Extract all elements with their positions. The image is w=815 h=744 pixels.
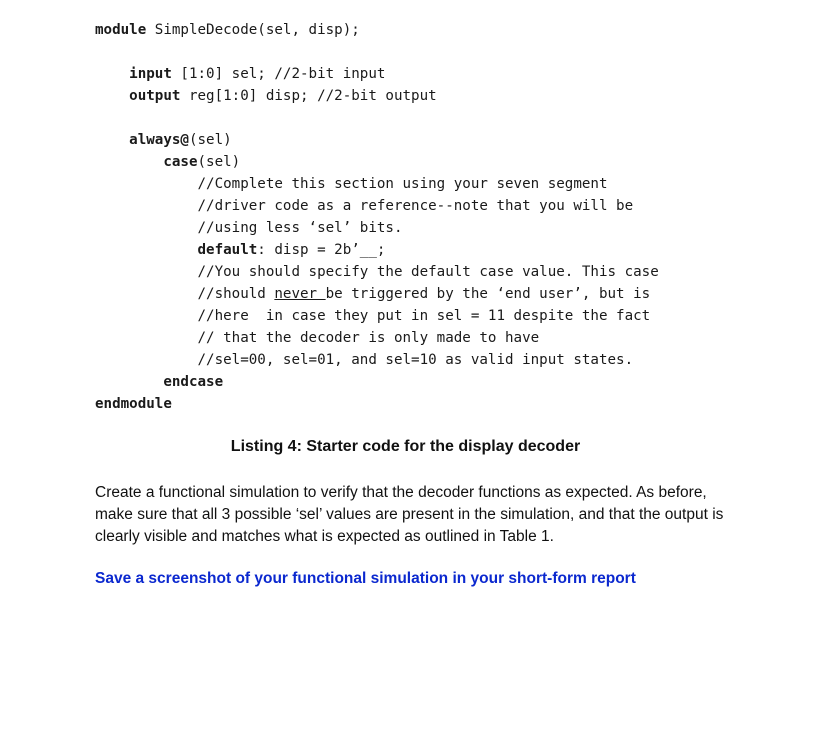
- code-text: : disp = 2b’__;: [257, 242, 386, 258]
- code-text: (sel): [188, 132, 232, 148]
- code-line: [95, 261, 659, 283]
- code-line: [95, 195, 659, 217]
- code-comment: //Complete this section using your seven segment: [197, 176, 608, 192]
- save-screenshot-note: Save a screenshot of your functional simulation in your short-form report: [95, 570, 636, 587]
- code-text: SimpleDecode(sel, disp);: [146, 22, 360, 38]
- code-line: [95, 85, 659, 107]
- code-line: [95, 173, 659, 195]
- code-text: (sel): [197, 154, 241, 170]
- listing-caption: [0, 438, 815, 456]
- code-keyword: case: [163, 154, 198, 170]
- code-line: [95, 305, 659, 327]
- instruction-paragraph: Create a functional simulation to verify that the decoder functions as expected. As before, make sure that all 3 possible ‘sel’ values are present in the simulation, and that the output is clearly visible and matches what is expected as outlined in Table 1.: [95, 484, 724, 545]
- code-listing: [95, 19, 659, 415]
- code-line: [95, 19, 659, 41]
- code-text: [1:0] sel; //2-bit input: [171, 66, 386, 82]
- code-comment-underlined: never: [274, 286, 326, 302]
- code-line: [95, 349, 659, 371]
- code-line: [95, 393, 659, 415]
- code-line: [95, 63, 659, 85]
- code-comment: be triggered by the ‘end user’, but is: [325, 286, 651, 302]
- code-line-blank: [95, 41, 659, 63]
- code-line: [95, 217, 659, 239]
- code-comment: //should: [197, 286, 275, 302]
- code-line: [95, 129, 659, 151]
- code-line: [95, 327, 659, 349]
- code-text: reg[1:0] disp; //2-bit output: [180, 88, 437, 104]
- code-keyword: endcase: [163, 374, 224, 390]
- code-comment: //here in case they put in sel = 11 despite the fact: [197, 308, 651, 324]
- code-comment: //You should specify the default case value. This case: [197, 264, 659, 280]
- code-keyword: module: [95, 22, 147, 38]
- code-comment: //driver code as a reference--note that you will be: [197, 198, 634, 214]
- code-keyword: always@: [129, 132, 189, 148]
- code-keyword: endmodule: [95, 396, 172, 412]
- code-comment: //sel=00, sel=01, and sel=10 as valid input states.: [197, 352, 634, 368]
- code-keyword: input: [129, 66, 172, 82]
- listing-caption-text: Listing 4: Starter code for the display decoder: [230, 438, 581, 455]
- code-keyword: default: [197, 242, 258, 258]
- code-line: [95, 239, 659, 261]
- code-keyword: output: [129, 88, 181, 104]
- code-line: [95, 371, 659, 393]
- code-comment: //using less ‘sel’ bits.: [197, 220, 403, 236]
- code-line-blank: [95, 107, 659, 129]
- code-line: [95, 283, 659, 305]
- code-comment: // that the decoder is only made to have: [197, 330, 540, 346]
- code-line: [95, 151, 659, 173]
